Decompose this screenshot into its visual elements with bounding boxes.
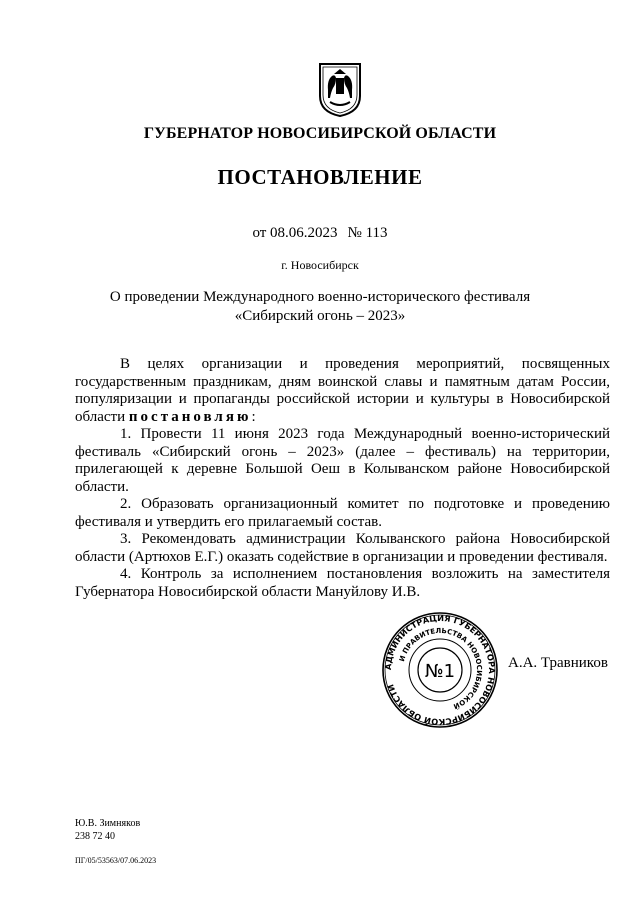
document-type: ПОСТАНОВЛЕНИЕ xyxy=(217,165,423,189)
document-title-line-2: «Сибирский огонь – 2023» xyxy=(234,308,406,324)
issuing-authority: ГУБЕРНАТОР НОВОСИБИРСКОЙ ОБЛАСТИ xyxy=(143,125,497,142)
decree-item-3: 3. Рекомендовать администрации Колыванского района Новосибирской области (Артюхов Е.Г.) оказать содействие в организации и проведении фестиваля. xyxy=(75,531,610,565)
signatory-name: А.А. Травников xyxy=(508,655,608,671)
document-title xyxy=(0,288,640,326)
document-number: № 113 xyxy=(347,225,388,241)
document-title-line-1: О проведении Международного военно-исторического фестиваля xyxy=(109,289,531,305)
executor-phone: 238 72 40 xyxy=(75,831,115,842)
document-date: от 08.06.2023 xyxy=(252,225,338,241)
document-city: г. Новосибирск xyxy=(281,258,359,272)
stamp-inner-text: И ПРАВИТЕЛЬСТВА НОВОСИБИРСКОЙ xyxy=(398,626,484,711)
official-stamp xyxy=(380,610,500,730)
coat-of-arms-emblem xyxy=(316,60,364,118)
stamp-number: №1 xyxy=(424,661,456,682)
stamp-outer-text: АДМИНИСТРАЦИЯ ГУБЕРНАТОРА НОВОСИБИРСКОЙ ОБЛАСТИ xyxy=(382,612,498,728)
preamble-colon: : xyxy=(251,408,256,425)
decree-item-4: 4. Контроль за исполнением постановления возложить на заместителя Губернатора Новосибирской области Мануйлову И.В. xyxy=(75,566,610,600)
registration-code: ПГ/05/53563/07.06.2023 xyxy=(75,856,157,865)
executor-name: Ю.В. Зимняков xyxy=(75,818,141,829)
preamble-decree-word: постановляю xyxy=(128,408,252,425)
document-date-number xyxy=(0,225,640,242)
preamble-text: В целях организации и проведения мероприятий, посвященных государственным праздникам, дням воинской славы и памятным датам России, популяризации и пропаганды российской истории и культуры в Новосибирской области xyxy=(75,356,610,425)
decree-item-1: 1. Провести 11 июня 2023 года Международный военно-исторический фестиваль «Сибирский огонь – 2023» (далее – фестиваль) на территории, прилегающей к деревне Большой Оеш в Колыванском районе Новосибирской области. xyxy=(75,426,610,495)
preamble-paragraph xyxy=(75,356,610,426)
decree-item-2: 2. Образовать организационный комитет по подготовке и проведению фестиваля и утвердить его прилагаемый состав. xyxy=(75,496,610,530)
document-body xyxy=(75,356,610,601)
